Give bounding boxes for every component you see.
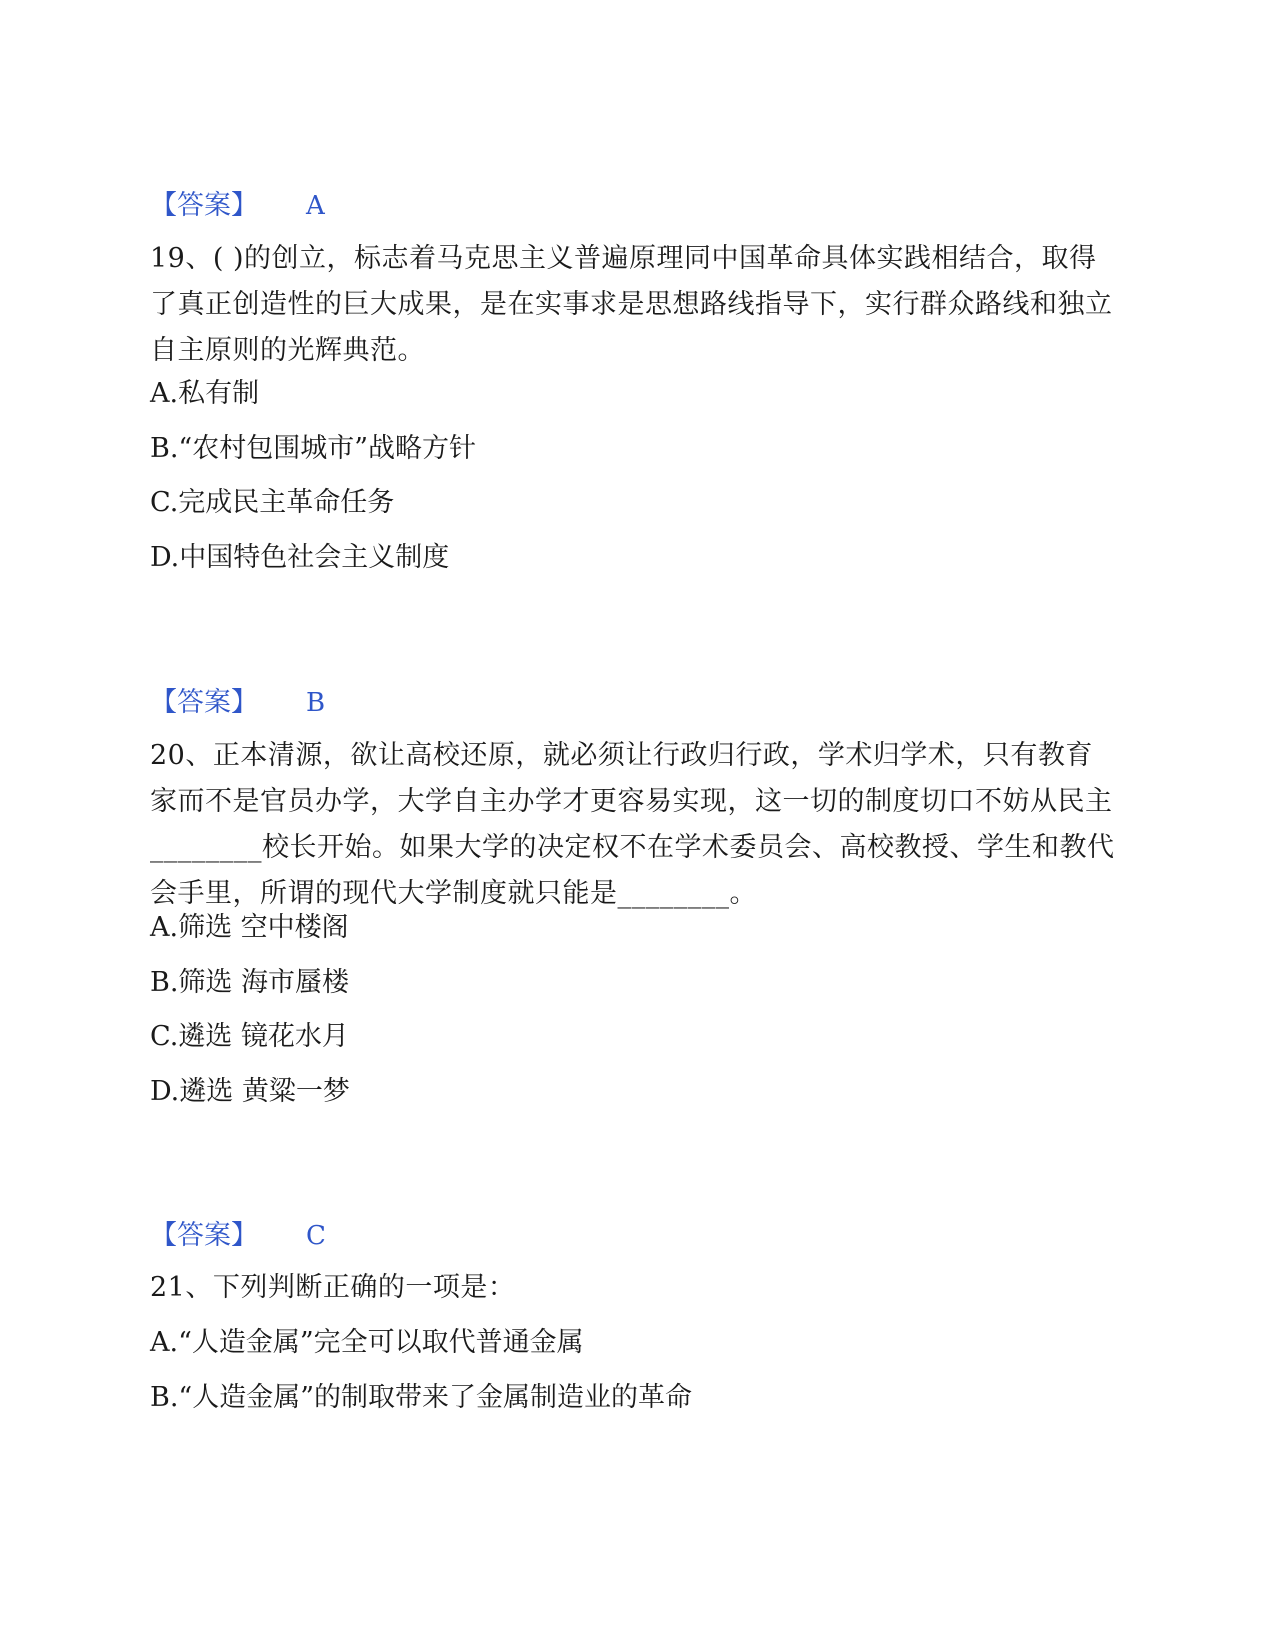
option-c: C.遴选 镜花水月	[150, 1021, 349, 1052]
answer-value: C	[306, 1221, 326, 1251]
option-b: B.“人造金属”的制取带来了金属制造业的革命	[150, 1382, 693, 1413]
answer-line	[150, 689, 325, 716]
question-20: 20、正本清源，欲让高校还原，就必须让行政归行政，学术归学术，只有教育家而不是官员办学，大学自主办学才更容易实现，这一切的制度切口不妨从民主________校长开始。如果大学的决定权不在学术委员会、高校教授、学生和教代会手里，所谓的现代大学制度就只能是________。	[150, 740, 1115, 909]
option-a: A.“人造金属”完全可以取代普通金属	[150, 1327, 584, 1358]
option-c: C.完成民主革命任务	[150, 487, 395, 518]
answer-label: 【答案】	[150, 190, 258, 221]
answer-line	[150, 192, 325, 219]
option-a: A.筛选 空中楼阁	[150, 912, 349, 943]
option-b: B.“农村包围城市”战略方针	[150, 433, 477, 464]
answer-value: A	[306, 191, 325, 221]
question-21: 21、下列判断正确的一项是：	[150, 1272, 516, 1303]
option-a: A.私有制	[150, 378, 260, 409]
answer-label: 【答案】	[150, 1220, 258, 1251]
question-19: 19、( )的创立，标志着马克思主义普遍原理同中国革命具体实践相结合，取得了真正创造性的巨大成果，是在实事求是思想路线指导下，实行群众路线和独立自主原则的光辉典范。	[150, 243, 1113, 366]
answer-line	[150, 1222, 326, 1249]
answer-label: 【答案】	[150, 687, 258, 718]
option-b: B.筛选 海市蜃楼	[150, 967, 350, 998]
answer-value: B	[306, 688, 326, 718]
option-d: D.遴选 黄粱一梦	[150, 1076, 350, 1107]
option-d: D.中国特色社会主义制度	[150, 542, 450, 573]
